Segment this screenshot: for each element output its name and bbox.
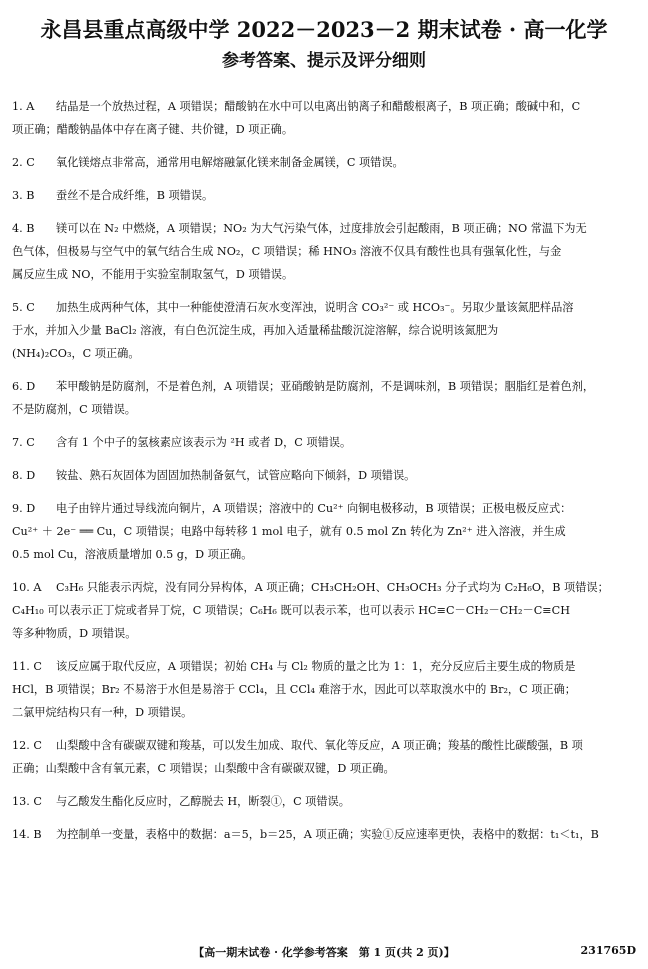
answer-line (12, 240, 638, 263)
answer-text: 项正确；醋酸钠晶体中存在离子键、共价键，D 项正确。 (12, 123, 294, 136)
answer-text: 为控制单一变量，表格中的数据：a＝5，b＝25，A 项正确；实验①反应速率更快，表格中的数据：t₁＜t₁，B (56, 828, 599, 841)
answer-line (12, 599, 638, 622)
answer-line (12, 217, 638, 240)
answer-line (12, 464, 638, 487)
answer-text: 等多种物质，D 项错误。 (12, 627, 137, 640)
answer-text: HCl，B 项错误；Br₂ 不易溶于水但是易溶于 CCl₄，且 CCl₄ 难溶于水，因此可以萃取溴水中的 Br₂，C 项正确； (12, 683, 576, 696)
answer-text: 该反应属于取代反应，A 项错误；初始 CH₄ 与 Cl₂ 物质的量之比为 1：1，充分反应后主要生成的物质是 (56, 660, 576, 673)
answer-line (12, 398, 638, 421)
answer-line (12, 622, 638, 645)
answer-number: 11. C (12, 660, 42, 673)
answer-item (12, 464, 638, 487)
answer-text: 与乙酸发生酯化反应时，乙醇脱去 H，断裂①，C 项错误。 (56, 795, 350, 808)
answer-text: 苯甲酸钠是防腐剂，不是着色剂，A 项错误；亚硝酸钠是防腐剂，不是调味剂，B 项错误；胭脂红是着色剂， (56, 380, 595, 393)
answer-item (12, 431, 638, 454)
answer-line (12, 823, 638, 846)
answer-text: 属反应生成 NO，不能用于实验室制取氢气，D 项错误。 (12, 268, 294, 281)
answer-item (12, 184, 638, 207)
answer-item (12, 734, 638, 780)
page-title: 永昌县重点高级中学 2022－2023－2 期末试卷 · 高一化学 (40, 17, 608, 42)
answer-item (12, 655, 638, 724)
answer-item (12, 790, 638, 813)
answer-line (12, 151, 638, 174)
answer-line (12, 184, 638, 207)
answer-item (12, 823, 638, 846)
answer-line (12, 520, 638, 543)
answer-line (12, 701, 638, 724)
answer-text: 镁可以在 N₂ 中燃烧，A 项错误；NO₂ 为大气污染气体，过度排放会引起酸雨，B 项正确；NO 常温下为无 (56, 222, 587, 235)
answer-text: 电子由锌片通过导线流向铜片，A 项错误；溶液中的 Cu²⁺ 向铜电极移动，B 项错误；正极电极反应式： (56, 502, 572, 515)
answer-line (12, 543, 638, 566)
answer-line (12, 497, 638, 520)
answer-line (12, 678, 638, 701)
answer-number: 13. C (12, 795, 42, 808)
answer-line (12, 734, 638, 757)
footer-page-info: 【高一期末试卷 · 化学参考答案 第 1 页(共 2 页)】 (193, 946, 455, 959)
answer-line (12, 655, 638, 678)
answer-item (12, 296, 638, 365)
answer-text: 蚕丝不是合成纤维，B 项错误。 (56, 189, 214, 202)
answer-text: 正确；山梨酸中含有氧元素，C 项错误；山梨酸中含有碳碳双键，D 项正确。 (12, 762, 395, 775)
answer-item (12, 151, 638, 174)
answer-text: (NH₄)₂CO₃，C 项正确。 (12, 347, 140, 360)
footer-code: 231765D (580, 944, 636, 957)
answer-text: 山梨酸中含有碳碳双键和羧基，可以发生加成、取代、氧化等反应，A 项正确；羧基的酸性比碳酸强，B 项 (56, 739, 583, 752)
answer-line (12, 576, 638, 599)
answer-item (12, 576, 638, 645)
answer-line (12, 790, 638, 813)
answer-number: 12. C (12, 739, 42, 752)
answer-item (12, 217, 638, 286)
answer-item (12, 375, 638, 421)
answer-text: 加热生成两种气体，其中一种能使澄清石灰水变浑浊，说明含 CO₃²⁻ 或 HCO₃⁻。另取少量该氮肥样品溶 (56, 301, 574, 314)
answer-number: 5. C (12, 301, 35, 314)
answer-line (12, 342, 638, 365)
answer-text: 于水，并加入少量 BaCl₂ 溶液，有白色沉淀生成，再加入适量稀盐酸沉淀溶解，综合说明该氮肥为 (12, 324, 499, 337)
answer-line (12, 95, 638, 118)
answer-text: Cu²⁺ ＋ 2e⁻ ══ Cu，C 项错误；电路中每转移 1 mol 电子，就有 0.5 mol Zn 转化为 Zn²⁺ 进入溶液，并生成 (12, 525, 566, 538)
answer-text: 铵盐、熟石灰固体为固固加热制备氨气，试管应略向下倾斜，D 项错误。 (56, 469, 416, 482)
answer-text: 二氯甲烷结构只有一种，D 项错误。 (12, 706, 193, 719)
answer-line (12, 118, 638, 141)
answer-number: 14. B (12, 828, 42, 841)
answer-number: 6. D (12, 380, 36, 393)
page-footer (0, 944, 648, 964)
answer-text: 结晶是一个放热过程，A 项错误；醋酸钠在水中可以电离出钠离子和醋酸根离子，B 项正确；酸碱中和，C (56, 100, 581, 113)
answer-line (12, 319, 638, 342)
answer-number: 1. A (12, 100, 35, 113)
answer-text: 不是防腐剂，C 项错误。 (12, 403, 136, 416)
answer-line (12, 263, 638, 286)
answer-line (12, 296, 638, 319)
answer-text: 氧化镁熔点非常高，通常用电解熔融氯化镁来制备金属镁，C 项错误。 (56, 156, 404, 169)
answer-number: 7. C (12, 436, 35, 449)
answer-list (12, 95, 638, 856)
answer-number: 3. B (12, 189, 35, 202)
answer-line (12, 375, 638, 398)
answer-number: 9. D (12, 502, 36, 515)
answer-item (12, 497, 638, 566)
answer-number: 4. B (12, 222, 35, 235)
answer-text: C₃H₆ 只能表示丙烷，没有同分异构体，A 项正确；CH₃CH₂OH、CH₃OCH₃ 分子式均为 C₂H₆O，B 项错误； (56, 581, 609, 594)
answer-line (12, 757, 638, 780)
answer-line (12, 431, 638, 454)
answer-text: 0.5 mol Cu，溶液质量增加 0.5 g，D 项正确。 (12, 548, 253, 561)
answer-item (12, 95, 638, 141)
answer-text: 色气体，但极易与空气中的氧气结合生成 NO₂，C 项错误；稀 HNO₃ 溶液不仅具有酸性也具有强氧化性，与金 (12, 245, 562, 258)
answer-number: 8. D (12, 469, 36, 482)
page-subtitle: 参考答案、提示及评分细则 (222, 51, 426, 71)
answer-number: 10. A (12, 581, 42, 594)
answer-text: 含有 1 个中子的氢核素应该表示为 ²H 或者 D，C 项错误。 (56, 436, 352, 449)
answer-text: C₄H₁₀ 可以表示正丁烷或者异丁烷，C 项错误；C₆H₆ 既可以表示苯，也可以表示 HC≡C－CH₂－CH₂－C≡CH (12, 604, 570, 617)
answer-number: 2. C (12, 156, 35, 169)
